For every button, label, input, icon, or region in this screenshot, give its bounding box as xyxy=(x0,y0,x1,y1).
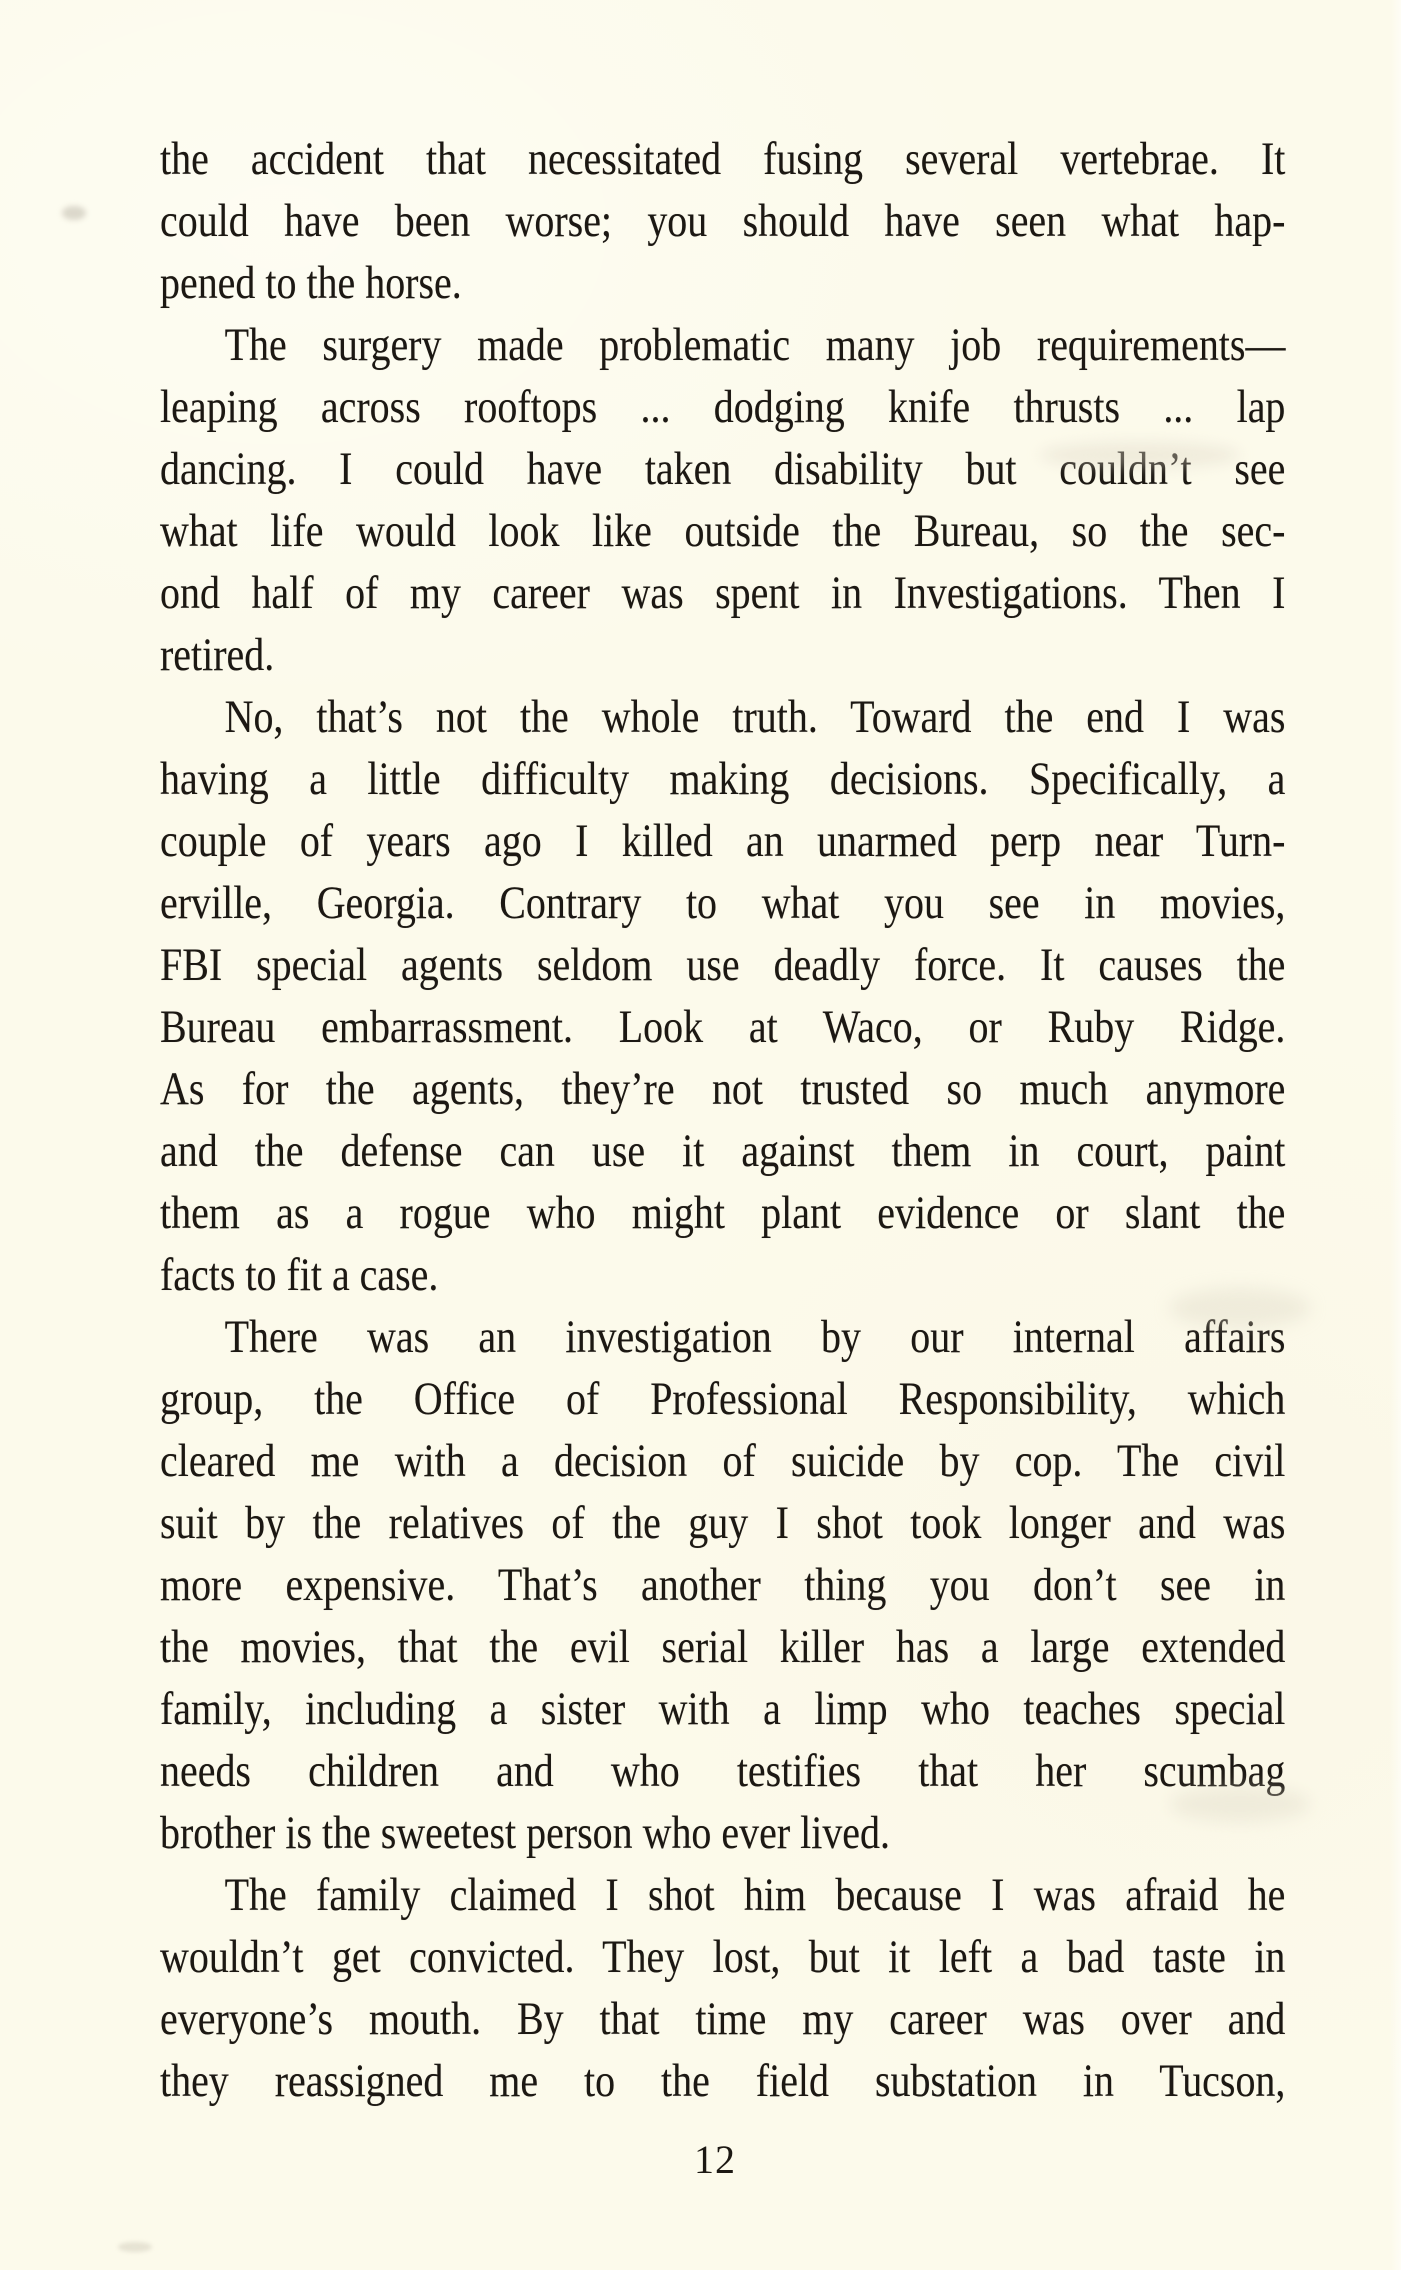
text-line: pened to the horse. xyxy=(160,257,462,309)
page-number: 12 xyxy=(694,2137,736,2182)
text-line: needs children and who testifies that her scumbag xyxy=(160,1745,1286,1797)
text-line: leaping across rooftops ... dodging knife thrusts ... lap xyxy=(160,381,1286,433)
scan-smudge xyxy=(118,2242,152,2252)
text-line: having a little difficulty making decisions. Specifically, a xyxy=(160,753,1286,805)
paragraph xyxy=(160,314,1285,686)
text-line: the accident that necessitated fusing several vertebrae. It xyxy=(160,133,1286,185)
text-line: group, the Office of Professional Responsibility, which xyxy=(160,1373,1286,1425)
paragraph xyxy=(160,1306,1285,1864)
text-line: everyone’s mouth. By that time my career was over and xyxy=(160,1993,1286,2045)
text-line: Bureau embarrassment. Look at Waco, or Ruby Ridge. xyxy=(160,1001,1286,1053)
text-line: what life would look like outside the Bureau, so the sec- xyxy=(160,505,1286,557)
text-line: ond half of my career was spent in Investigations. Then I xyxy=(160,567,1286,619)
text-line: and the defense can use it against them in court, paint xyxy=(160,1125,1286,1177)
text-line: brother is the sweetest person who ever lived. xyxy=(160,1807,890,1859)
text-line: could have been worse; you should have seen what hap- xyxy=(160,195,1286,247)
text-line: suit by the relatives of the guy I shot took longer and was xyxy=(160,1497,1286,1549)
text-line: family, including a sister with a limp who teaches special xyxy=(160,1683,1286,1735)
text-line: them as a rogue who might plant evidence or slant the xyxy=(160,1187,1286,1239)
text-line: retired. xyxy=(160,629,275,681)
text-block xyxy=(160,128,1285,2112)
text-line: The family claimed I shot him because I was afraid he xyxy=(224,1869,1286,1921)
text-line: the movies, that the evil serial killer has a large extended xyxy=(160,1621,1286,1673)
text-line: facts to fit a case. xyxy=(160,1249,439,1301)
text-line: erville, Georgia. Contrary to what you see in movies, xyxy=(160,877,1286,929)
text-line: As for the agents, they’re not trusted so much anymore xyxy=(160,1063,1286,1115)
text-line: cleared me with a decision of suicide by cop. The civil xyxy=(160,1435,1286,1487)
text-line: The surgery made problematic many job requirements— xyxy=(224,319,1286,371)
text-line: they reassigned me to the field substation in Tucson, xyxy=(160,2055,1286,2107)
text-line: No, that’s not the whole truth. Toward the end I was xyxy=(224,691,1286,743)
paragraph xyxy=(160,128,1285,314)
text-line: couple of years ago I killed an unarmed perp near Turn- xyxy=(160,815,1286,867)
text-line: dancing. I could have taken disability but couldn’t see xyxy=(160,443,1286,495)
text-line: FBI special agents seldom use deadly force. It causes the xyxy=(160,939,1286,991)
scan-smudge xyxy=(62,206,86,220)
page-edge-highlight xyxy=(1390,0,1401,2270)
text-line: There was an investigation by our internal affairs xyxy=(224,1311,1286,1363)
paragraph xyxy=(160,1864,1285,2112)
text-line: more expensive. That’s another thing you don’t see in xyxy=(160,1559,1286,1611)
paragraph xyxy=(160,686,1285,1306)
text-line: wouldn’t get convicted. They lost, but it left a bad taste in xyxy=(160,1931,1286,1983)
